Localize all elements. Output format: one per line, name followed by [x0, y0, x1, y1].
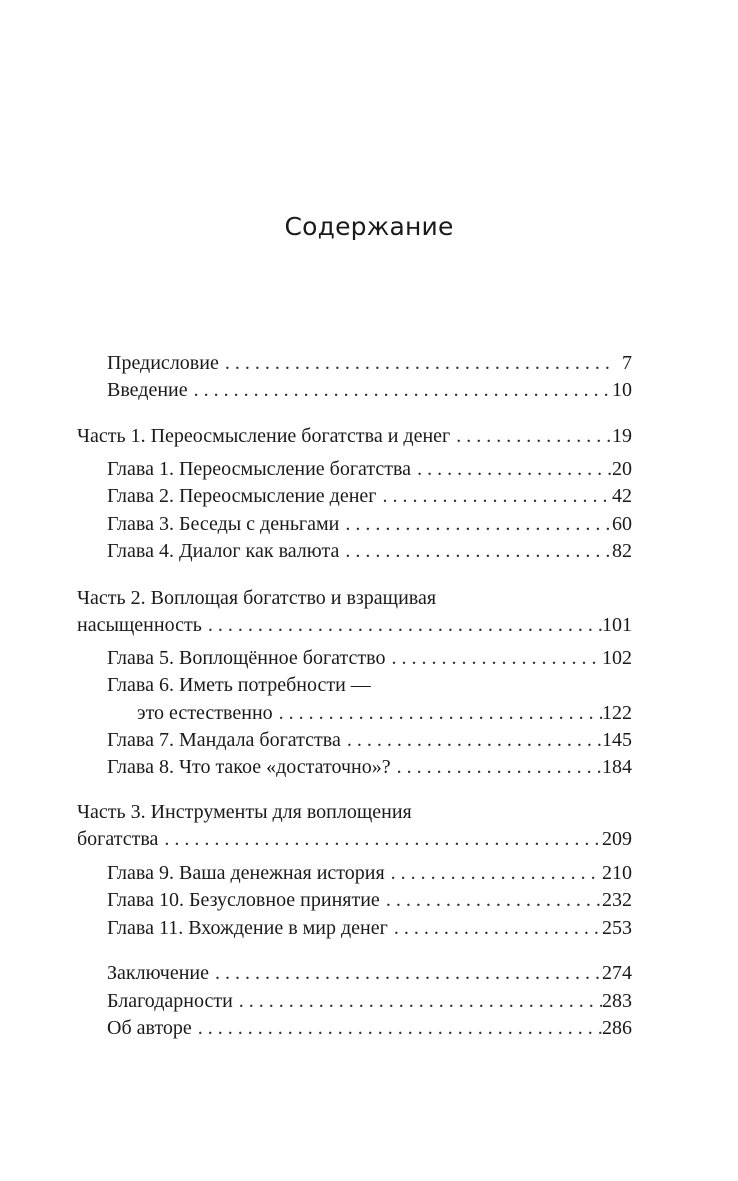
- page-number: 274: [602, 962, 632, 984]
- entry-label: Глава 6. Иметь потребности —: [107, 674, 371, 696]
- entry-label: Глава 10. Безусловное принятие: [107, 889, 380, 911]
- dot-leader: [341, 726, 602, 754]
- part-title-continuation: насыщенность: [77, 614, 202, 636]
- page-number: 102: [602, 647, 632, 669]
- toc-chapter-2[interactable]: [107, 482, 632, 510]
- page-number: 82: [612, 540, 632, 562]
- toc-chapter-8[interactable]: [107, 753, 632, 781]
- entry-label: Заключение: [107, 962, 209, 984]
- dot-leader: [188, 376, 612, 404]
- entry-label: Глава 1. Переосмысление богатства: [107, 458, 412, 480]
- toc-chapter-1[interactable]: [107, 455, 632, 483]
- entry-label: Глава 3. Беседы с деньгами: [107, 513, 340, 535]
- dot-leader: [388, 914, 602, 942]
- page-number: 283: [602, 990, 632, 1012]
- dot-leader: [233, 987, 602, 1015]
- dot-leader: [339, 510, 612, 538]
- toc-chapter-11[interactable]: [107, 914, 632, 942]
- page-number: 60: [612, 513, 632, 535]
- page-number: 122: [602, 702, 632, 724]
- page-number: 19: [612, 425, 632, 447]
- toc-chapter-5[interactable]: [107, 644, 632, 672]
- toc-part-2-title-cont[interactable]: [77, 611, 632, 639]
- toc-entry-conclusion[interactable]: [107, 959, 632, 987]
- toc-entry-preface[interactable]: [107, 349, 632, 377]
- dot-leader: [385, 644, 602, 672]
- entry-label: Глава 9. Ваша денежная история: [107, 862, 385, 884]
- dot-leader: [450, 422, 612, 450]
- page-number: 232: [602, 889, 632, 911]
- part-title: Часть 2. Воплощая богатство и взращивая: [77, 587, 437, 609]
- page-number: 7: [622, 352, 632, 374]
- dot-leader: [391, 753, 602, 781]
- toc-part-3-title-cont[interactable]: [77, 825, 632, 853]
- entry-label: Глава 4. Диалог как валюта: [107, 540, 340, 562]
- page-number: 209: [602, 828, 632, 850]
- page-number: 210: [602, 862, 632, 884]
- dot-leader: [158, 825, 602, 853]
- dot-leader: [385, 859, 602, 887]
- dot-leader: [202, 611, 602, 639]
- toc-heading: Содержание: [284, 212, 454, 241]
- page-number: 101: [602, 614, 632, 636]
- part-title: Часть 3. Инструменты для воплощения: [77, 801, 412, 823]
- part-title: Часть 1. Переосмысление богатства и денег: [77, 425, 451, 447]
- page-number: 253: [602, 917, 632, 939]
- dot-leader: [380, 886, 602, 914]
- entry-label: Глава 2. Переосмысление денег: [107, 485, 377, 507]
- dot-leader: [339, 537, 612, 565]
- page-number: 286: [602, 1017, 632, 1039]
- toc-chapter-6[interactable]: [107, 671, 632, 699]
- entry-label: Глава 5. Воплощённое богатство: [107, 647, 386, 669]
- entry-label: Глава 8. Что такое «достаточно»?: [107, 756, 391, 778]
- dot-leader: [377, 482, 613, 510]
- toc-chapter-4[interactable]: [107, 537, 632, 565]
- entry-label-continuation: это естественно: [137, 702, 273, 724]
- page-number: 42: [612, 485, 632, 507]
- dot-leader: [273, 699, 602, 727]
- toc-chapter-3[interactable]: [107, 510, 632, 538]
- page-number: 184: [602, 756, 632, 778]
- toc-entry-about-author[interactable]: [107, 1014, 632, 1042]
- page-number: 10: [612, 379, 632, 401]
- toc-chapter-10[interactable]: [107, 886, 632, 914]
- dot-leader: [219, 349, 612, 377]
- entry-label: Глава 11. Вхождение в мир денег: [107, 917, 388, 939]
- entry-label: Глава 7. Мандала богатства: [107, 729, 341, 751]
- toc-chapter-7[interactable]: [107, 726, 632, 754]
- toc-chapter-6-cont[interactable]: [137, 699, 632, 727]
- dot-leader: [411, 455, 612, 483]
- toc-part-1[interactable]: [77, 422, 632, 450]
- toc-entry-acknowledgements[interactable]: [107, 987, 632, 1015]
- entry-label: Предисловие: [107, 352, 219, 374]
- toc-part-2-title[interactable]: [77, 584, 632, 612]
- toc-part-3-title[interactable]: [77, 798, 632, 826]
- toc-entry-introduction[interactable]: [107, 376, 632, 404]
- page-number: 20: [612, 458, 632, 480]
- page-number: 145: [602, 729, 632, 751]
- entry-label: Благодарности: [107, 990, 233, 1012]
- toc-chapter-9[interactable]: [107, 859, 632, 887]
- dot-leader: [192, 1014, 602, 1042]
- entry-label: Об авторе: [107, 1017, 192, 1039]
- part-title-continuation: богатства: [77, 828, 159, 850]
- dot-leader: [209, 959, 602, 987]
- entry-label: Введение: [107, 379, 188, 401]
